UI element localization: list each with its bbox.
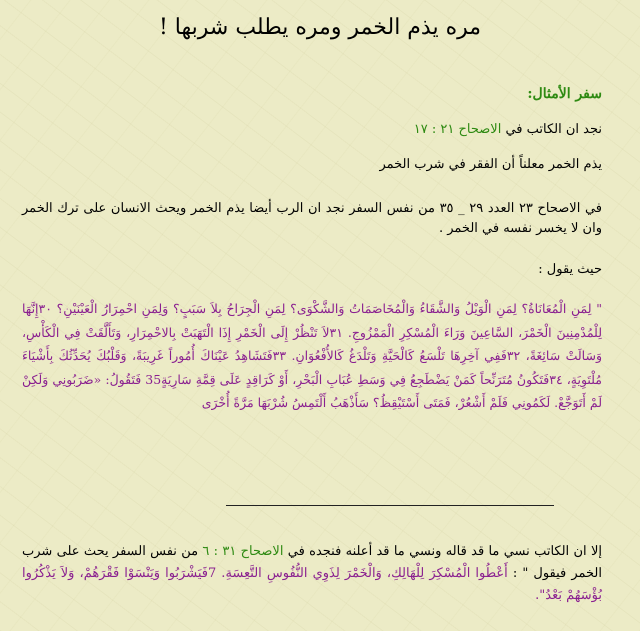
divider-line <box>226 505 554 506</box>
section-heading: سفر الأمثال: <box>527 86 602 102</box>
scripture-reference-2: الاصحاح ٣١ : ٦ <box>202 544 284 559</box>
page-title: مره يذم الخمر ومره يطلب شربها ! <box>158 15 482 40</box>
contradiction-middle: من نفس السفر يحث على شرب الخمر فيقول " : <box>22 544 602 581</box>
intro-paragraph <box>22 120 602 140</box>
scripture-reference: الاصحاح ٢١ : ١٧ <box>413 122 502 137</box>
contradiction-paragraph <box>22 541 602 607</box>
chapter-paragraph: في الاصحاح ٢٣ العدد ٢٩ _ ٣٥ من نفس السفر نجد ان الرب أيضا يذم الخمر ويحث الانسان على ترك الخمر وان لا يخسر نفسه في الخمر . <box>22 201 602 236</box>
condemn-paragraph: يذم الخمر معلناً أن الفقر في شرب الخمر <box>379 157 602 172</box>
saying-intro: حيث يقول : <box>538 262 602 277</box>
contradiction-text: إلا ان الكاتب نسي ما قد قاله ونسي ما قد أعلنه فنجده في <box>283 544 602 559</box>
scripture-quote: " لِمَنِ الْمُعَانَاةُ؟ لِمَنِ الْوَيْلُ وَالشَّقَاءُ وَالْمُخَاصَمَاتُ وَالشَّكْوَى؟ لِمَنِ الْجِرَاحُ بِلاَ سَبَبٍ؟ وَلِمَنِ احْمِرَارُ الْعَيْنَيْنِ؟ ٣٠إِنَّهَا لِلْمُدْمِنِينَ الْخَمْرَ، السَّاعِينَ وَرَاءَ الْمُسْكِرِ الْمَمْزُوجِ. ٣١لاَ تَنْظُرْ إِلَى الْخَمْرِ إِذَا الْتَهَبَتْ بِالاحْمِرَارِ، وَتَأَلَّقَتْ فِي الْكَأْسِ، وَسَالَتْ سَائِغَةً، ٣٢فَفِي آخِرِهَا تَلْسَعُ كَالْحَيَّةِ وَتَلْدَغُ كَالأُفْعُوَانِ. ٣٣فَتَشَاهِدُ عَيْنَاكَ أُمُوراً غَرِيبَةً، وَقَلْبُكَ يُحَدِّثُكَ بِأَشْيَاءَ مُلْتَوِيَةٍ، ٣٤فَتَكُونُ مُتَرَنِّحاً كَمَنْ يَضْطَجِعُ فِي وَسَطِ عُبَابِ الْبَحْرِ، أَوْ كَرَاقِدٍ عَلَى قِمَّةِ سَارِيَةٍ35 فَتَقُولُ: «ضَرَبُونِي وَلَكِنْ لَمْ أَتَوَجَّعْ. لَكَمُونِي فَلَمْ أَشْعُرْ، فَمَتَى أَسْتَيْقِظُ؟ سَأَذْهَبُ أَلْتَمِسُ شُرْبَهَا مَرَّةً أُخْرَى <box>22 301 603 410</box>
verse-quote: أَعْطُوا الْمُسْكِرَ لِلْهَالِكِ، وَالْخَمْرَ لِذَوِي النُّفُوسِ التَّعِسَةِ. 7فَيَشْرَبُوا وَيَنْسَوْا فَقْرَهُمْ، وَلاَ يَذْكُرُوا بُؤْسَهُمْ بَعْدُ". <box>22 566 602 603</box>
intro-text: نجد ان الكاتب في <box>501 122 602 137</box>
